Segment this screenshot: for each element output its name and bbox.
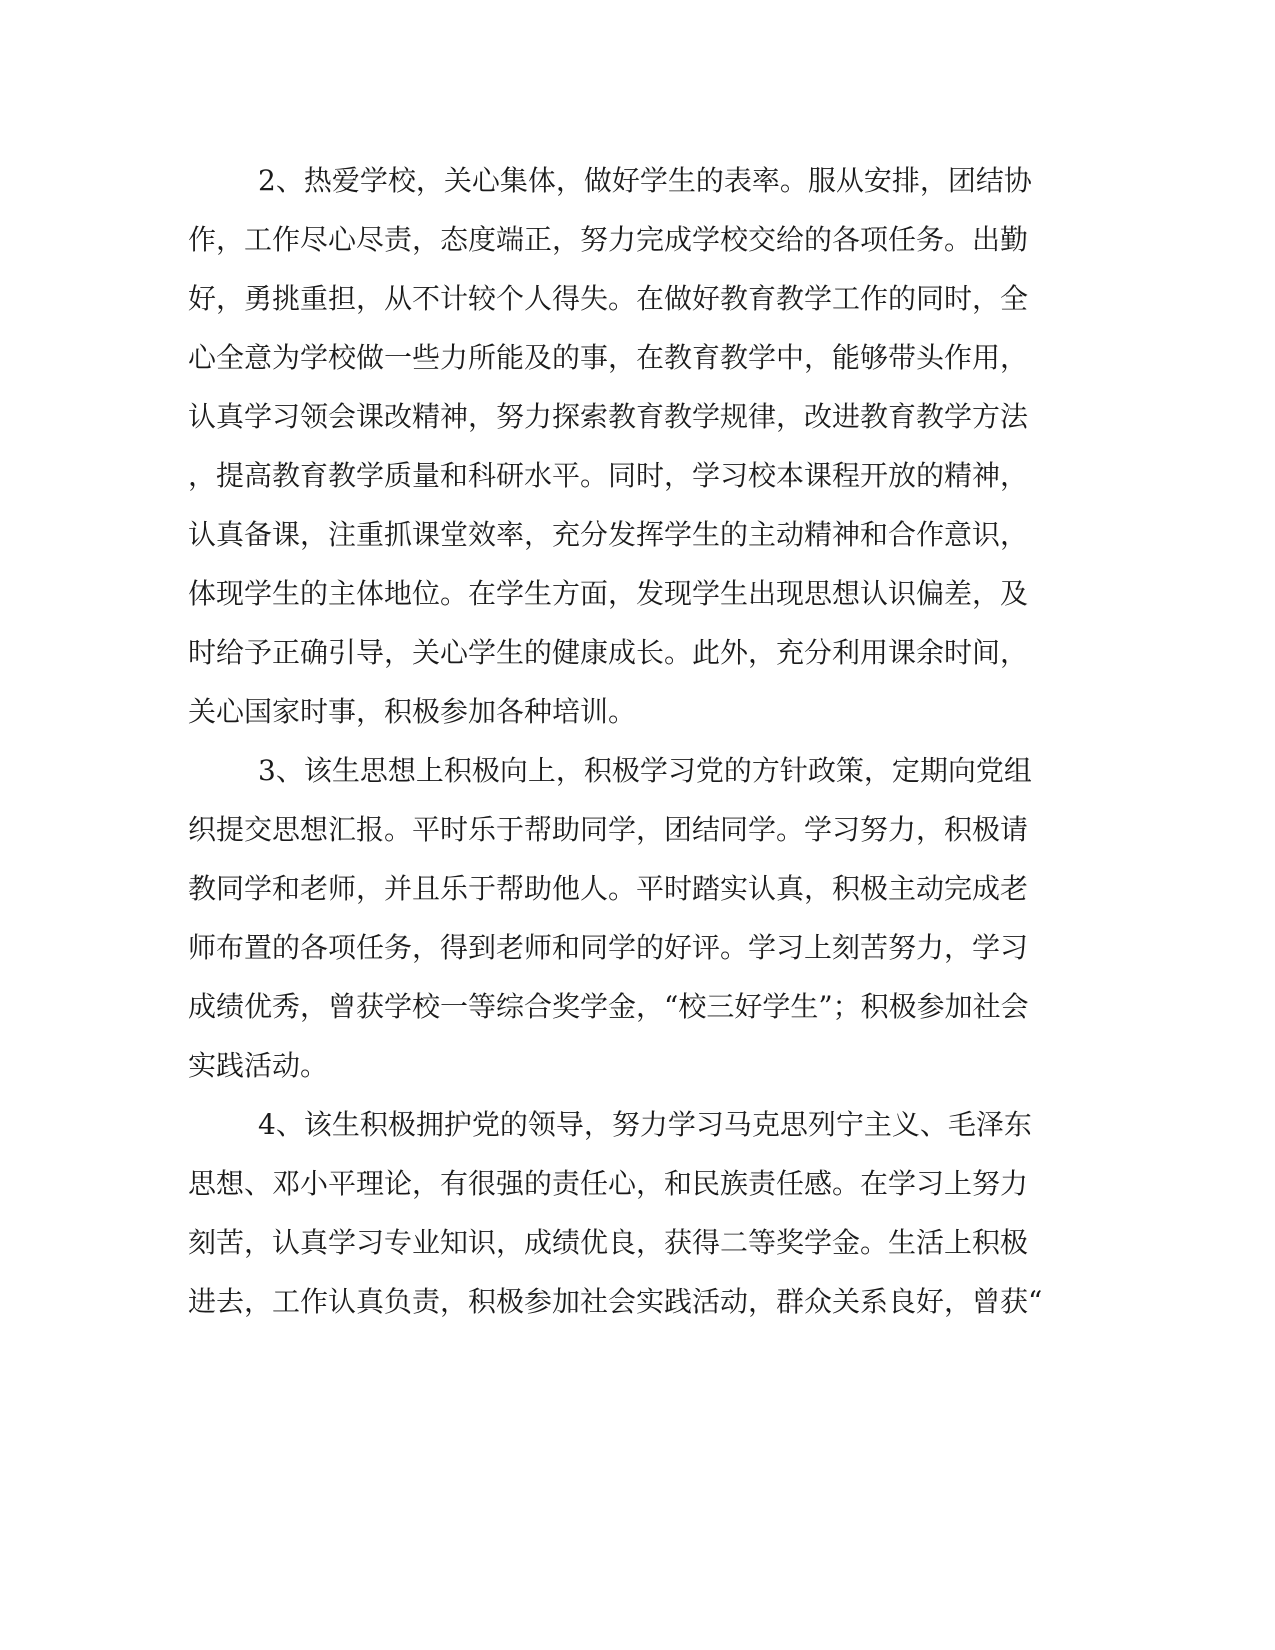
paragraph-line: ，提高教育教学质量和科研水平。同时，学习校本课程开放的精神， [188,459,1029,492]
paragraph-line: 刻苦，认真学习专业知识，成绩优良，获得二等奖学金。生活上积极 [188,1226,1029,1259]
paragraph-line: 织提交思想汇报。平时乐于帮助同学，团结同学。学习努力，积极请 [188,813,1029,846]
paragraph-line: 好，勇挑重担，从不计较个人得失。在做好教育教学工作的同时，全 [188,282,1029,315]
paragraph-line: 关心国家时事，积极参加各种培训。 [188,695,637,728]
paragraph-line: 时给予正确引导，关心学生的健康成长。此外，充分利用课余时间， [188,636,1029,669]
paragraph-line: 3、该生思想上积极向上，积极学习党的方针政策，定期向党组 [258,754,1032,787]
paragraph-line: 实践活动。 [188,1049,329,1082]
paragraph-line: 体现学生的主体地位。在学生方面，发现学生出现思想认识偏差，及 [188,577,1029,610]
paragraph-line: 4、该生积极拥护党的领导，努力学习马克思列宁主义、毛泽东 [258,1108,1032,1141]
paragraph-line: 思想、邓小平理论，有很强的责任心，和民族责任感。在学习上努力 [188,1167,1029,1200]
paragraph-line: 作，工作尽心尽责，态度端正，努力完成学校交给的各项任务。出勤 [188,223,1029,256]
paragraph-line: 心全意为学校做一些力所能及的事，在教育教学中，能够带头作用， [188,341,1029,374]
paragraph-line: 成绩优秀，曾获学校一等综合奖学金，“校三好学生”；积极参加社会 [188,990,1029,1023]
paragraph-line: 认真备课，注重抓课堂效率，充分发挥学生的主动精神和合作意识， [188,518,1029,551]
paragraph-line: 师布置的各项任务，得到老师和同学的好评。学习上刻苦努力，学习 [188,931,1029,964]
paragraph-line: 2、热爱学校，关心集体，做好学生的表率。服从安排，团结协 [258,164,1032,197]
paragraph-line: 进去，工作认真负责，积极参加社会实践活动，群众关系良好，曾获“ [188,1285,1043,1318]
paragraph-line: 认真学习领会课改精神，努力探索教育教学规律，改进教育教学方法 [188,400,1029,433]
paragraph-line: 教同学和老师，并且乐于帮助他人。平时踏实认真，积极主动完成老 [188,872,1029,905]
